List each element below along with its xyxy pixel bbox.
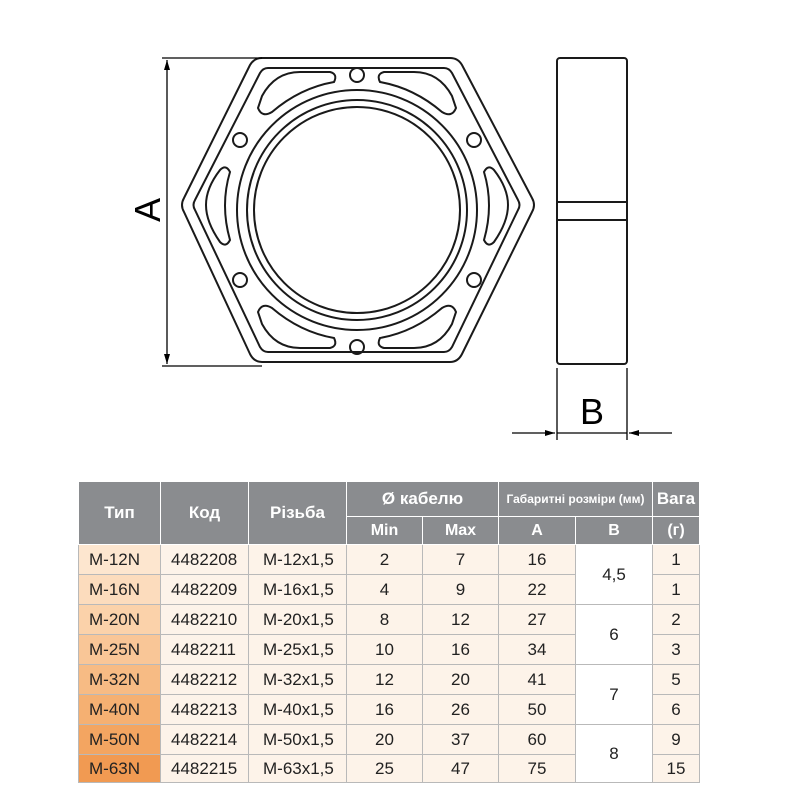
cell-weight: 1 — [653, 545, 700, 575]
nut-rim-outer — [237, 90, 477, 330]
cell-b: 4,5 — [576, 545, 653, 605]
cell-weight: 9 — [653, 725, 700, 755]
nut-hole — [467, 273, 481, 287]
table-row — [79, 545, 700, 575]
header-cable: Ø кабелю — [347, 482, 499, 517]
cell-min: 16 — [347, 695, 423, 725]
nut-outer-hexagon — [182, 58, 534, 362]
nut-hole — [467, 133, 481, 147]
header-code: Код — [161, 482, 249, 545]
cell-min: 8 — [347, 605, 423, 635]
cell-code: 4482212 — [161, 665, 249, 695]
cell-thread: M-25x1,5 — [249, 635, 347, 665]
cell-min: 25 — [347, 755, 423, 783]
nut-front-view — [182, 58, 534, 362]
header-cable-max: Max — [423, 517, 499, 545]
cell-thread: M-32x1,5 — [249, 665, 347, 695]
cell-code: 4482209 — [161, 575, 249, 605]
nut-slot — [379, 306, 456, 348]
header-weight: Вага — [653, 482, 700, 517]
cell-min: 10 — [347, 635, 423, 665]
cell-thread: M-50x1,5 — [249, 725, 347, 755]
cell-weight: 3 — [653, 635, 700, 665]
cell-thread: M-40x1,5 — [249, 695, 347, 725]
nut-inner-hexagon — [194, 68, 520, 352]
nut-slot — [379, 72, 456, 114]
cell-max: 47 — [423, 755, 499, 783]
header-dims: Габаритні розміри (мм) — [499, 482, 653, 517]
nut-rim-middle — [247, 100, 467, 320]
cell-type: M-63N — [79, 755, 161, 783]
nut-slot — [258, 72, 335, 114]
cell-a: 22 — [499, 575, 576, 605]
header-type: Тип — [79, 482, 161, 545]
cell-a: 50 — [499, 695, 576, 725]
header-thread: Різьба — [249, 482, 347, 545]
nut-hole — [233, 133, 247, 147]
cell-weight: 6 — [653, 695, 700, 725]
cell-weight: 5 — [653, 665, 700, 695]
cell-thread: M-16x1,5 — [249, 575, 347, 605]
spec-table — [78, 481, 700, 783]
cell-code: 4482210 — [161, 605, 249, 635]
header-dim-a: A — [499, 517, 576, 545]
cell-code: 4482208 — [161, 545, 249, 575]
label-a: A — [127, 197, 168, 223]
nut-side-body — [557, 58, 627, 364]
nut-side-view — [557, 58, 627, 364]
nut-slot — [206, 167, 230, 244]
cell-b: 7 — [576, 665, 653, 725]
nut-bore — [254, 107, 460, 313]
cell-type: M-16N — [79, 575, 161, 605]
cell-max: 37 — [423, 725, 499, 755]
cell-a: 34 — [499, 635, 576, 665]
cell-thread: M-63x1,5 — [249, 755, 347, 783]
cell-a: 60 — [499, 725, 576, 755]
cell-weight: 1 — [653, 575, 700, 605]
cell-code: 4482213 — [161, 695, 249, 725]
header-weight-unit: (г) — [653, 517, 700, 545]
header-cable-min: Min — [347, 517, 423, 545]
cell-a: 27 — [499, 605, 576, 635]
table-row — [79, 665, 700, 695]
cell-code: 4482214 — [161, 725, 249, 755]
cell-min: 20 — [347, 725, 423, 755]
cell-type: M-20N — [79, 605, 161, 635]
nut-slot — [484, 167, 508, 244]
header-dim-b: B — [576, 517, 653, 545]
cell-b: 8 — [576, 725, 653, 783]
cell-type: M-32N — [79, 665, 161, 695]
cell-min: 2 — [347, 545, 423, 575]
cell-weight: 2 — [653, 605, 700, 635]
cell-max: 20 — [423, 665, 499, 695]
cell-max: 26 — [423, 695, 499, 725]
cell-code: 4482215 — [161, 755, 249, 783]
cell-thread: M-12x1,5 — [249, 545, 347, 575]
cell-min: 4 — [347, 575, 423, 605]
nut-hole — [350, 68, 364, 82]
cell-type: M-25N — [79, 635, 161, 665]
label-b: B — [579, 391, 605, 432]
cell-code: 4482211 — [161, 635, 249, 665]
table-row — [79, 725, 700, 755]
cell-min: 12 — [347, 665, 423, 695]
cell-a: 41 — [499, 665, 576, 695]
cell-a: 75 — [499, 755, 576, 783]
cell-a: 16 — [499, 545, 576, 575]
cell-thread: M-20x1,5 — [249, 605, 347, 635]
cell-b: 6 — [576, 605, 653, 665]
cell-max: 9 — [423, 575, 499, 605]
cell-max: 12 — [423, 605, 499, 635]
cell-max: 16 — [423, 635, 499, 665]
cell-type: M-12N — [79, 545, 161, 575]
cell-weight: 15 — [653, 755, 700, 783]
nut-hole — [233, 273, 247, 287]
cell-max: 7 — [423, 545, 499, 575]
cell-type: M-50N — [79, 725, 161, 755]
nut-slot — [258, 306, 335, 348]
table-row — [79, 605, 700, 635]
cell-type: M-40N — [79, 695, 161, 725]
